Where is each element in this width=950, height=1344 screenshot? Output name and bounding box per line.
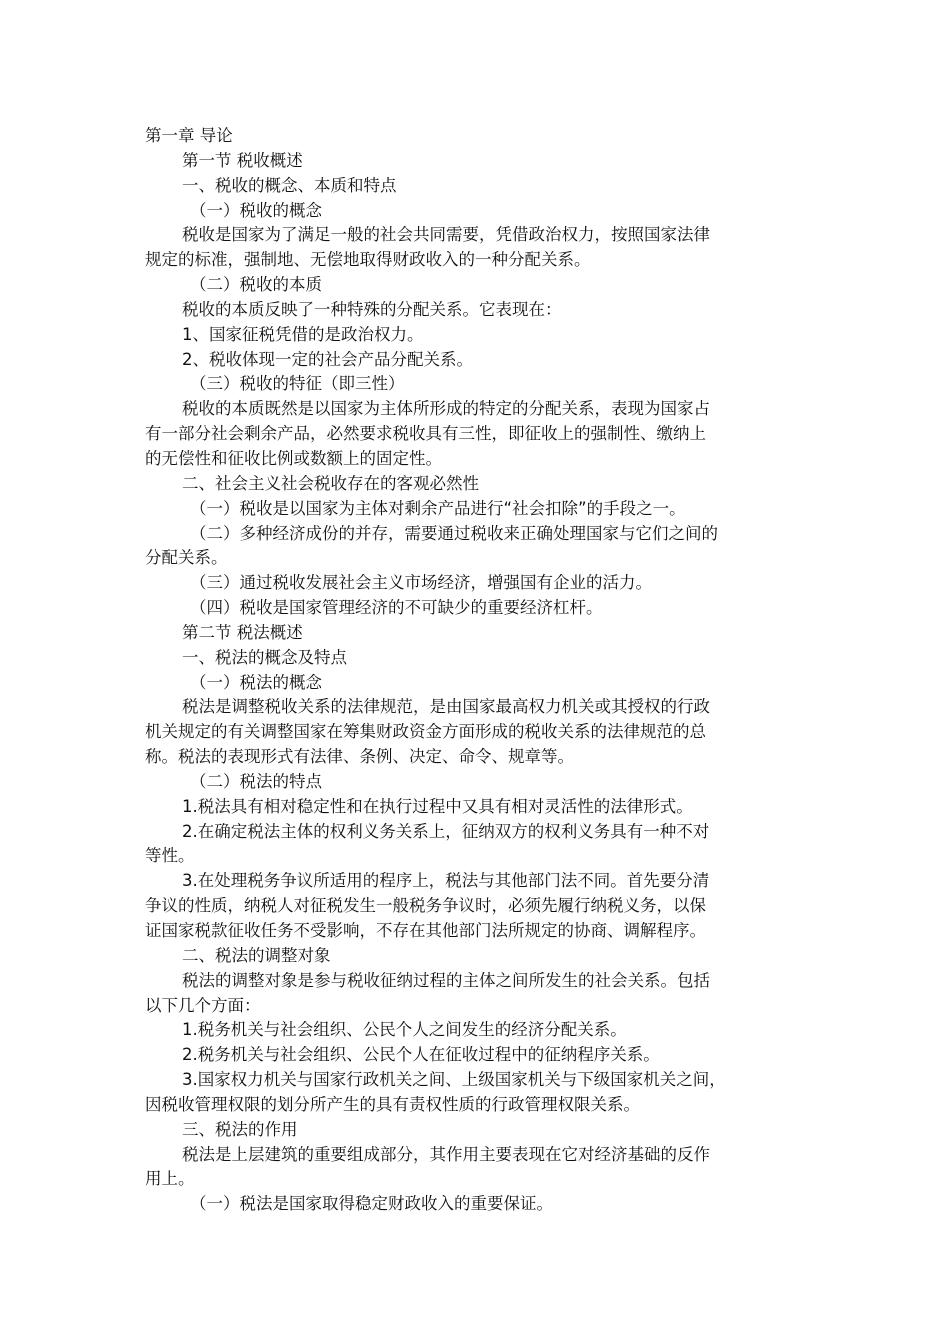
chapter-heading: 第一章 导论 [145, 126, 233, 145]
item-heading: （一）税法的概念 [190, 672, 322, 692]
subsection-heading: 二、社会主义社会税收存在的客观必然性 [182, 473, 479, 493]
paragraph-line: 税法是调整税收关系的法律规范，是由国家最高权力机关或其授权的行政 [182, 697, 710, 717]
paragraph-line: 税收的本质既然是以国家为主体所形成的特定的分配关系，表现为国家占 [182, 399, 710, 419]
list-item: 2.在确定税法主体的权利义务关系上，征纳双方的权利义务具有一种不对 [182, 821, 710, 841]
section-heading: 第一节 税收概述 [182, 150, 303, 170]
item-heading: （一）税收的概念 [190, 200, 322, 220]
list-item: 1.税法具有相对稳定性和在执行过程中又具有相对灵活性的法律形式。 [182, 796, 693, 816]
list-item: 3.国家权力机关与国家行政机关之间、上级国家机关与下级国家机关之间， [182, 1070, 726, 1090]
paragraph-line: 有一部分社会剩余产品，必然要求税收具有三性，即征收上的强制性、缴纳上 [145, 424, 706, 444]
list-item: 1、国家征税凭借的是政治权力。 [182, 324, 424, 344]
list-item: 1.税务机关与社会组织、公民个人之间发生的经济分配关系。 [182, 1020, 627, 1040]
item-heading: （二）税法的特点 [190, 771, 322, 791]
paragraph-line: 税法的调整对象是参与税收征纳过程的主体之间所发生的社会关系。包括 [182, 970, 710, 990]
section-heading: 第二节 税法概述 [182, 622, 303, 642]
subsection-heading: 一、税法的概念及特点 [182, 647, 347, 667]
paragraph-line: 分配关系。 [145, 548, 228, 568]
paragraph-line: 称。税法的表现形式有法律、条例、决定、命令、规章等。 [145, 747, 574, 767]
list-item: 2、税收体现一定的社会产品分配关系。 [182, 349, 473, 369]
paragraph-line: 等性。 [145, 846, 195, 866]
paragraph-line: 税收的本质反映了一种特殊的分配关系。它表现在： [182, 299, 562, 319]
subsection-heading: 二、税法的调整对象 [182, 945, 331, 965]
paragraph-line: 的无偿性和征收比例或数额上的固定性。 [145, 448, 442, 468]
subsection-heading: 三、税法的作用 [182, 1119, 298, 1139]
paragraph-line: 税收是国家为了满足一般的社会共同需要，凭借政治权力，按照国家法律 [182, 225, 710, 245]
list-item: 2.税务机关与社会组织、公民个人在征收过程中的征纳程序关系。 [182, 1045, 660, 1065]
subsection-heading: 一、税收的概念、本质和特点 [182, 175, 397, 195]
paragraph-line: 因税收管理权限的划分所产生的具有责权性质的行政管理权限关系。 [145, 1094, 640, 1114]
item-heading: （四）税收是国家管理经济的不可缺少的重要经济杠杆。 [190, 598, 603, 618]
item-heading: （三）通过税收发展社会主义市场经济，增强国有企业的活力。 [190, 573, 652, 593]
paragraph-line: 证国家税款征收任务不受影响，不存在其他部门法所规定的协商、调解程序。 [145, 921, 706, 940]
item-heading: （一）税收是以国家为主体对剩余产品进行“社会扣除”的手段之一。 [190, 498, 686, 518]
item-heading: （三）税收的特征（即三性） [190, 374, 405, 394]
paragraph-line: 用上。 [145, 1169, 195, 1189]
list-item: 3.在处理税务争议所适用的程序上，税法与其他部门法不同。首先要分清 [182, 871, 710, 891]
item-heading: （一）税法是国家取得稳定财政收入的重要保证。 [190, 1194, 553, 1214]
item-heading: （二）税收的本质 [190, 275, 322, 295]
paragraph-line: 以下几个方面： [145, 995, 261, 1015]
paragraph-line: 规定的标准，强制地、无偿地取得财政收入的一种分配关系。 [145, 250, 591, 270]
paragraph-line: 税法是上层建筑的重要组成部分，其作用主要表现在它对经济基础的反作 [182, 1144, 710, 1164]
item-heading: （二）多种经济成份的并存，需要通过税收来正确处理国家与它们之间的 [190, 523, 718, 543]
document-body [145, 124, 805, 1217]
paragraph-line: 争议的性质，纳税人对征税发生一般税务争议时，必须先履行纳税义务，以保 [145, 896, 706, 916]
paragraph-line: 机关规定的有关调整国家在筹集财政资金方面形成的税收关系的法律规范的总 [145, 722, 706, 742]
